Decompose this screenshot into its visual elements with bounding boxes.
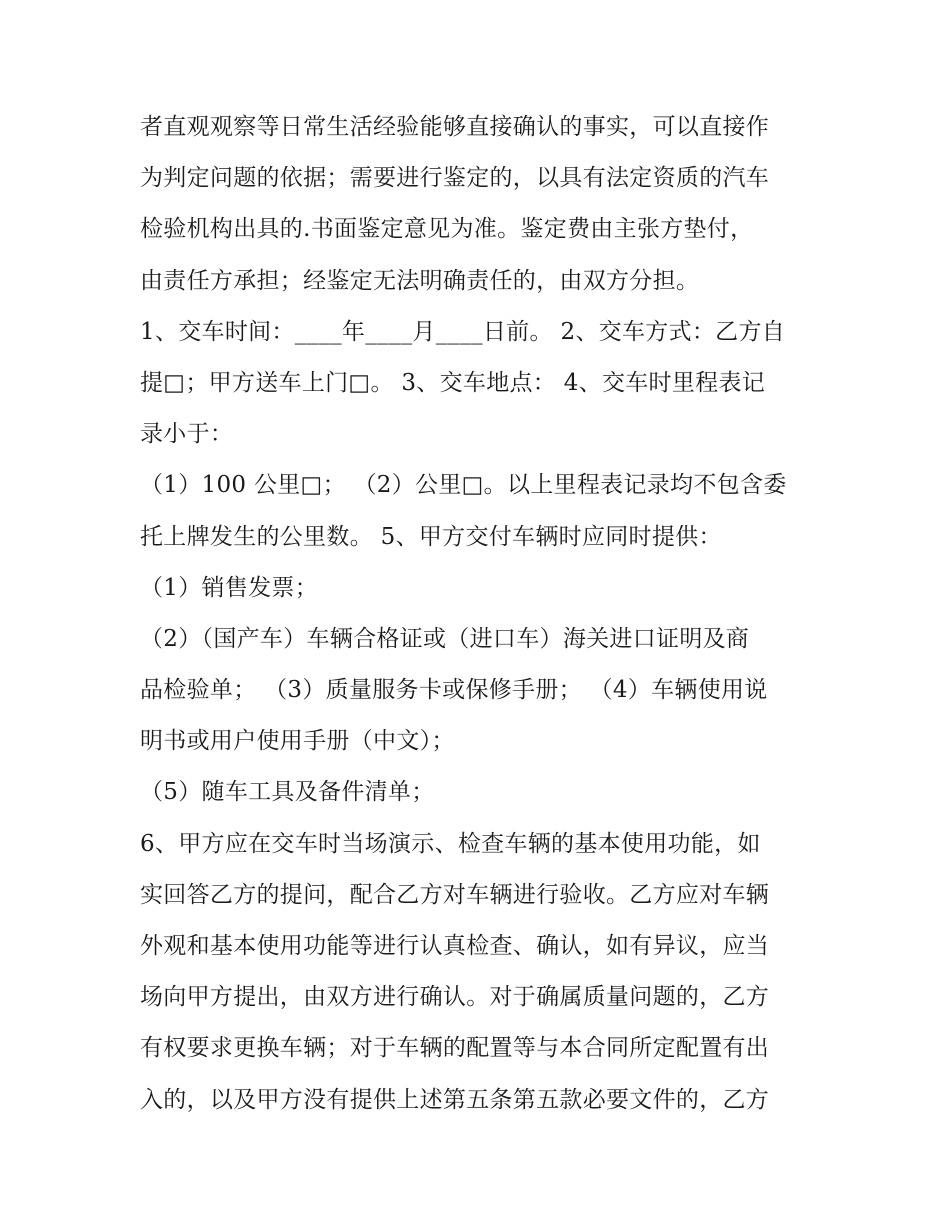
text-line: （2）（国产车）车辆合格证或（进口车）海关进口证明及商	[140, 625, 750, 652]
text-line: 有权要求更换车辆；对于车辆的配置等与本合同所定配置有出	[140, 1035, 770, 1062]
text-line: 检验机构出具的.书面鉴定意见为准。鉴定费由主张方垫付，	[140, 216, 754, 243]
text-line: 入的，以及甲方没有提供上述第五条第五款必要文件的，乙方	[140, 1086, 770, 1113]
text-line: 明书或用户使用手册（中文）；	[140, 728, 455, 755]
text-line: 者直观观察等日常生活经验能够直接确认的事实，可以直接作	[140, 114, 770, 140]
text-line: （1）100 公里□； （2）公里□。以上里程表记录均不包含委	[140, 472, 787, 499]
text-line: 实回答乙方的提问，配合乙方对车辆进行验收。乙方应对车辆	[140, 881, 770, 908]
text-line: 1、交车时间：____年____月____日前。 2、交车方式：乙方自	[140, 318, 786, 345]
text-line: 品检验单； （3）质量服务卡或保修手册； （4）车辆使用说	[140, 677, 768, 704]
text-line: 录小于：	[140, 421, 234, 448]
text-line: 由责任方承担；经鉴定无法明确责任的，由双方分担。	[140, 267, 700, 294]
text-line: 6、甲方应在交车时当场演示、检查车辆的基本使用功能，如	[140, 830, 761, 857]
text-line: 为判定问题的依据；需要进行鉴定的，以具有法定资质的汽车	[140, 165, 770, 192]
text-line: 场向甲方提出，由双方进行确认。对于确属质量问题的，乙方	[140, 984, 770, 1011]
text-line: （1）销售发票；	[140, 574, 319, 601]
text-line: 外观和基本使用功能等进行认真检查、确认，如有异议，应当	[140, 933, 770, 959]
text-line: （5）随车工具及备件清单；	[140, 779, 435, 806]
text-line: 提□；甲方送车上门□。 3、交车地点： 4、交车时里程表记	[140, 369, 766, 396]
text-line: 托上牌发生的公里数。 5、甲方交付车辆时应同时提供：	[140, 523, 722, 550]
contract-body	[140, 102, 820, 1126]
